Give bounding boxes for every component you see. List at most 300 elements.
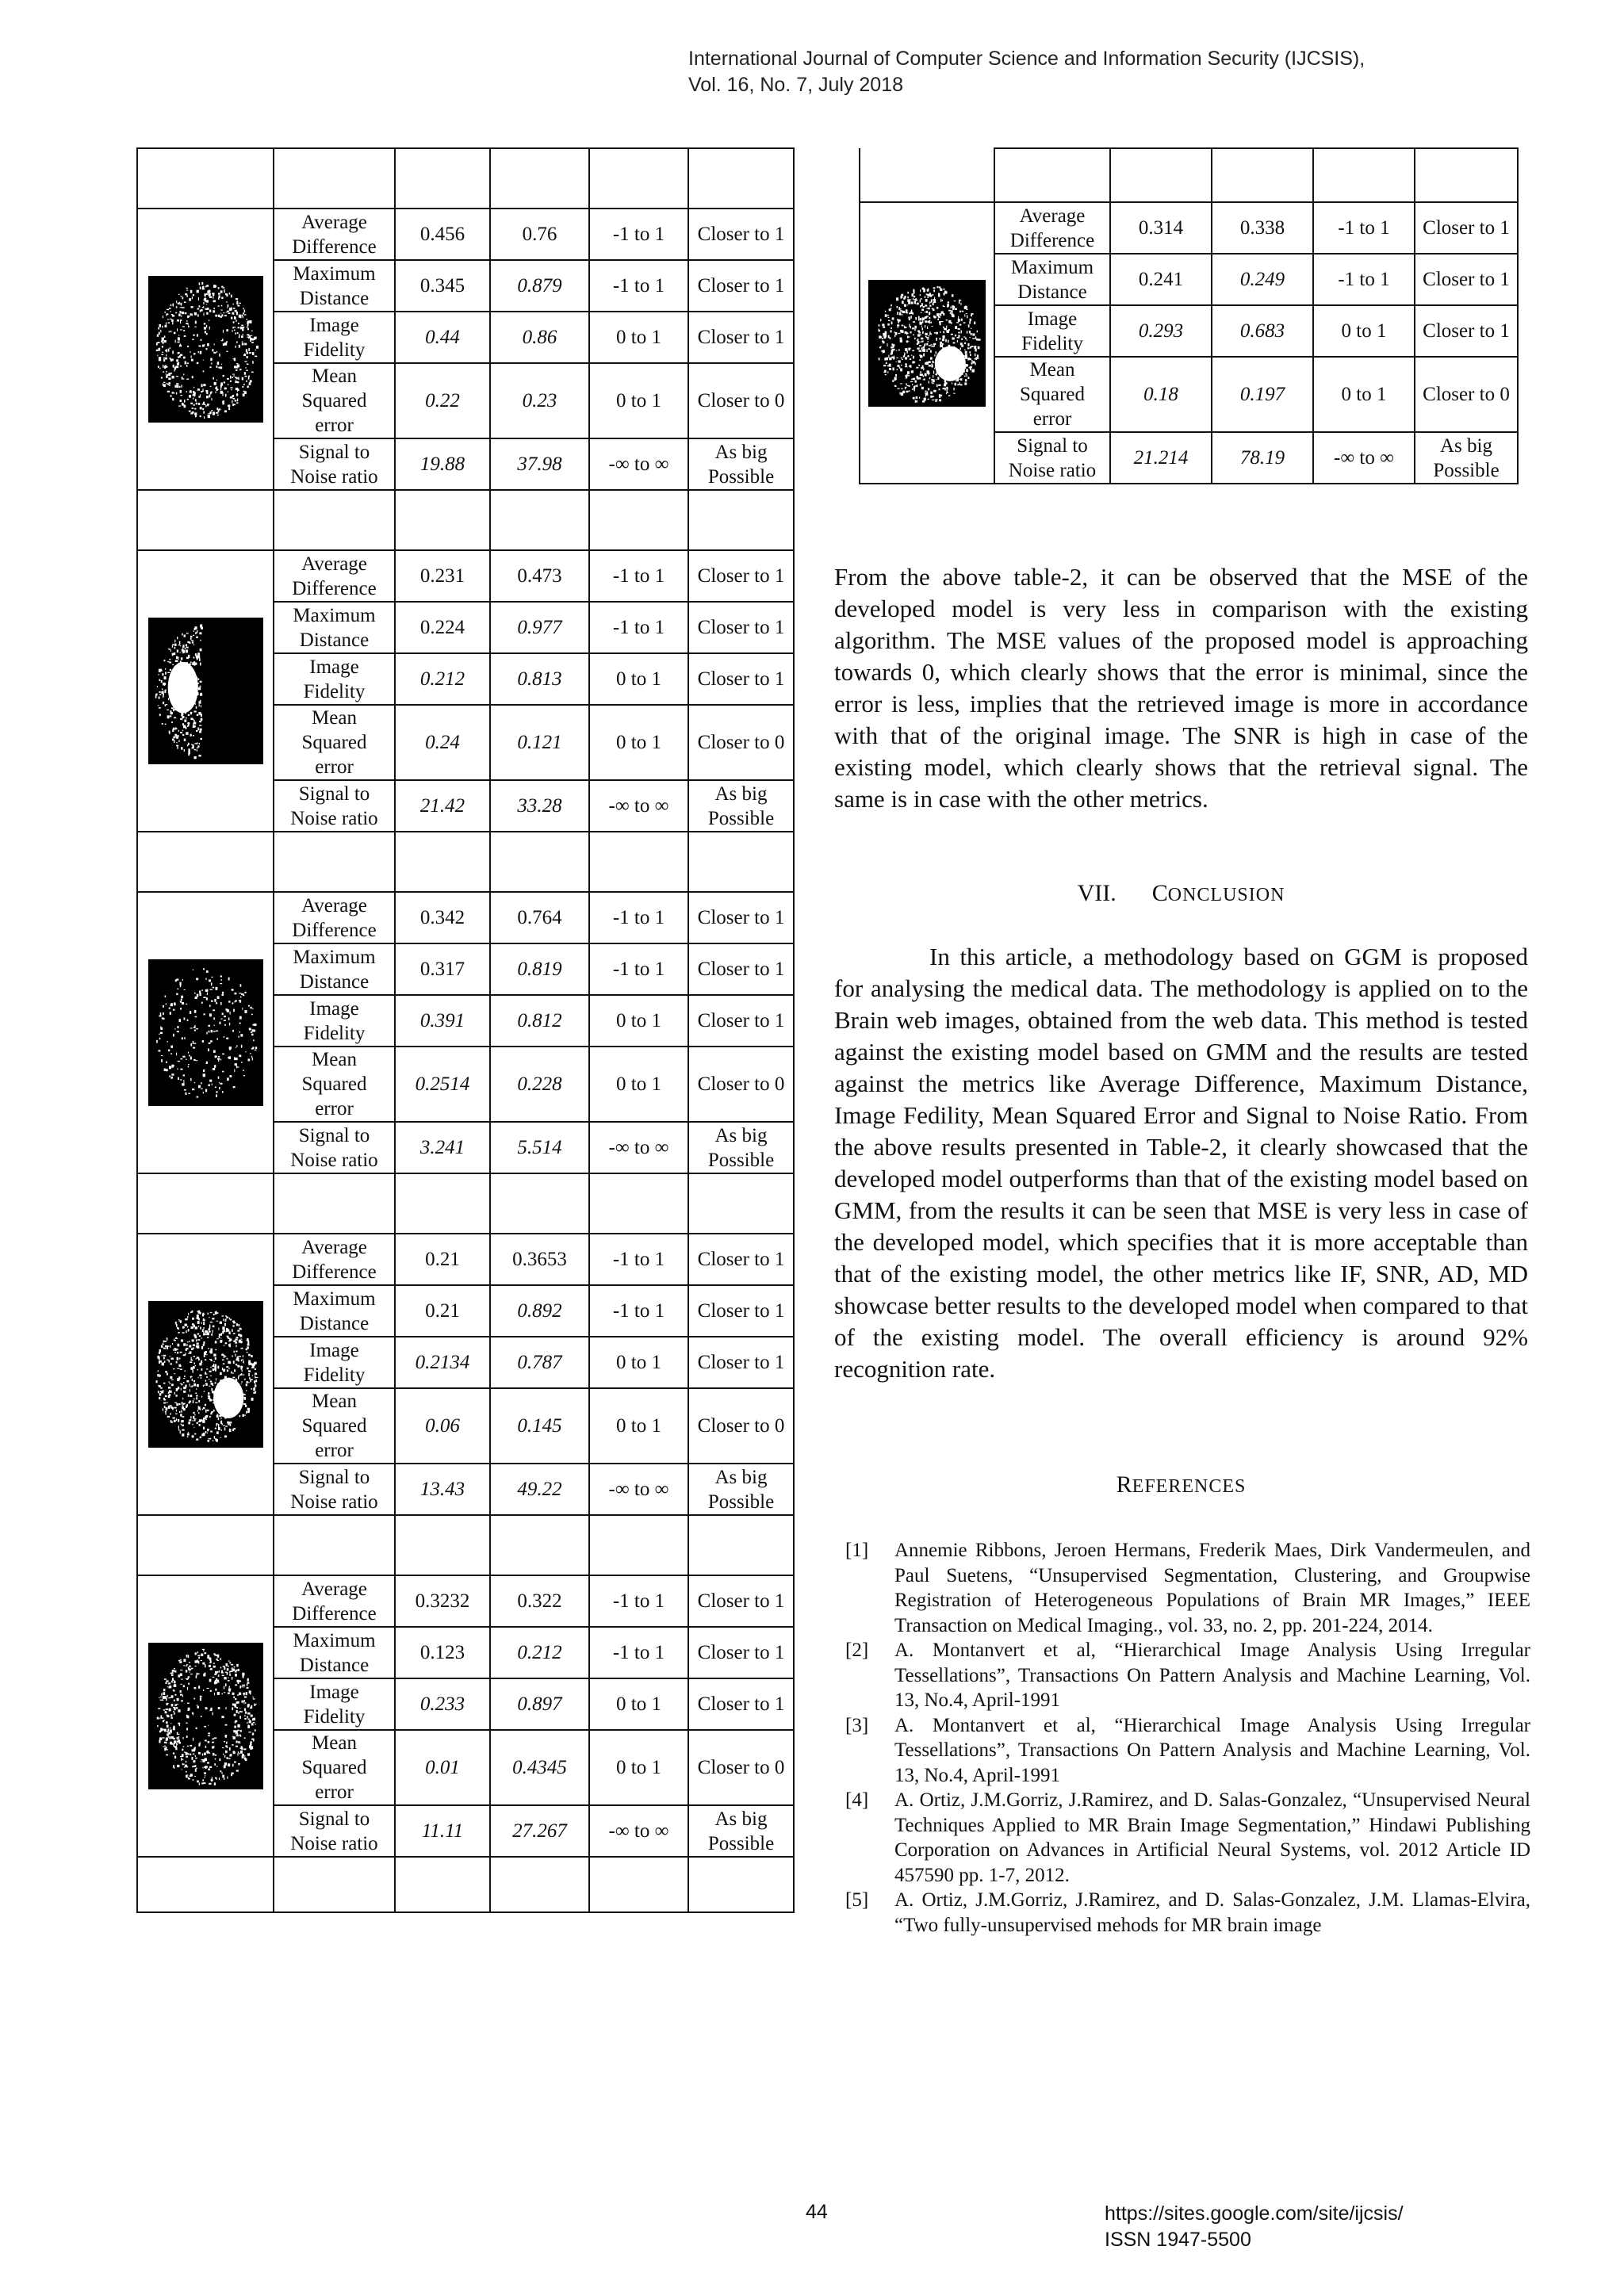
table-spacer-row [137,1173,794,1234]
metric-range: 0 to 1 [1313,305,1415,357]
empty-cell [589,148,688,209]
existing-value: 0.2514 [395,1047,490,1122]
empty-cell [137,1857,274,1912]
metric-label [274,653,395,705]
empty-cell [395,148,490,209]
reference-text: A. Ortiz, J.M.Gorriz, J.Ramirez, and D. Salas-Gonzalez, “Unsupervised Neural Techniques Applied to MR Brain Image Segmentation,” Hindawi Publishing Corporation on Advances in Artificial Neural Systems, vol. 2012 Article ID 457590 pp. 1-7, 2012. [894,1789,1530,1886]
proposed-value: 0.228 [490,1047,589,1122]
ideal-value: Closer to 0 [688,705,794,780]
existing-value: 0.2134 [395,1337,490,1388]
existing-value: 0.21 [395,1285,490,1337]
label-line: Average [301,553,367,575]
label-line: Fidelity [303,339,366,361]
conclusion-heading [834,880,1528,907]
empty-cell [688,832,794,892]
metric-label [274,780,395,832]
label-line: Image [309,1339,359,1361]
metric-label [274,705,395,780]
table-row [137,550,794,602]
metric-label [274,1678,395,1730]
proposed-value: 0.787 [490,1337,589,1388]
metric-label [274,438,395,490]
ideal-value [688,1464,794,1515]
metric-label [274,1234,395,1285]
references-title-rest: EFERENCES [1132,1476,1247,1497]
existing-value: 0.241 [1110,254,1212,305]
empty-cell [395,1515,490,1575]
existing-value: 0.231 [395,550,490,602]
label-line: Possible [707,1832,775,1854]
reference-item [841,1713,1530,1789]
metric-label [994,305,1110,357]
metric-label [994,254,1110,305]
proposed-value: 0.892 [490,1285,589,1337]
metric-range: 0 to 1 [589,1678,688,1730]
label-line: Signal to [1017,434,1088,457]
metric-label [274,1464,395,1515]
discussion-paragraph: From the above table-2, it can be observed that the MSE of the developed model is very less in comparison with the existing algorithm. The MSE values of the proposed model is approaching towards 0, which clearly shows that the error is minimal, since the error is less, implies that the retrieved image is more in accordance with that of the original image. The SNR is high in case of the existing model, which clearly shows that the retrieval signal. The same is in case with the other metrics. [834,563,1528,813]
reference-text: A. Ortiz, J.M.Gorriz, J.Ramirez, and D. Salas-Gonzalez, J.M. Llamas-Elvira, “Two fully-unsupervised mehods for MR brain image [894,1889,1530,1936]
label-line: As big [714,1124,768,1146]
label-line: Distance [299,629,370,651]
proposed-value: 0.86 [490,312,589,363]
ideal-value: Closer to 0 [688,1388,794,1464]
metric-label [274,550,395,602]
proposed-value: 78.19 [1212,432,1313,484]
empty-cell [137,1173,274,1234]
empty-cell [688,1173,794,1234]
proposed-value: 0.23 [490,363,589,438]
empty-cell [994,148,1110,202]
label-line: Average [301,1236,367,1258]
label-line: Squared [301,1757,367,1778]
proposed-value: 0.764 [490,892,589,943]
proposed-value: 0.897 [490,1678,589,1730]
footer-url: https://sites.google.com/site/ijcsis/ [1105,2202,1404,2225]
label-line: Signal to [298,1466,370,1488]
brain-mri-image [148,276,263,423]
proposed-value: 0.977 [490,602,589,653]
existing-value: 0.342 [395,892,490,943]
metric-range: -∞ to ∞ [589,438,688,490]
label-line: Average [1019,205,1086,227]
conclusion-title-initial: C [1151,880,1168,906]
existing-value: 0.3232 [395,1575,490,1627]
existing-value: 0.06 [395,1388,490,1464]
proposed-value: 0.212 [490,1627,589,1678]
metric-range: 0 to 1 [589,1388,688,1464]
label-line: error [315,1781,354,1803]
label-line: Possible [707,465,775,488]
proposed-value: 0.879 [490,260,589,312]
metric-range: -∞ to ∞ [589,780,688,832]
metric-label [274,1122,395,1173]
label-line: As big [714,783,768,805]
table-row [137,1575,794,1627]
empty-cell [395,1857,490,1912]
empty-cell [274,148,395,209]
metric-range: -1 to 1 [589,209,688,260]
label-line: Possible [707,807,775,829]
journal-header-line1: International Journal of Computer Science and Information Security (IJCSIS), [688,48,1365,70]
reference-number: [3] [845,1714,869,1736]
ideal-value: Closer to 1 [688,260,794,312]
ideal-value: Closer to 1 [1415,305,1518,357]
empty-cell [274,1515,395,1575]
empty-cell [688,490,794,550]
label-line: Noise ratio [290,1832,378,1854]
label-line: Distance [299,1312,370,1334]
metric-range: -1 to 1 [589,892,688,943]
empty-cell [589,1857,688,1912]
label-line: Distance [299,287,370,309]
label-line: Mean [312,365,357,387]
label-line: As big [714,1466,768,1488]
ideal-value [688,1122,794,1173]
brain-mri-image [148,959,263,1106]
metric-range: 0 to 1 [589,653,688,705]
proposed-value: 37.98 [490,438,589,490]
label-line: Fidelity [303,680,366,702]
metric-range: 0 to 1 [589,312,688,363]
ideal-value: Closer to 1 [688,1678,794,1730]
existing-value: 0.391 [395,995,490,1047]
empty-cell [395,1173,490,1234]
proposed-value: 0.121 [490,705,589,780]
label-line: Mean [312,1049,357,1070]
label-line: Average [301,211,367,233]
metric-label [274,943,395,995]
table-spacer-row [137,490,794,550]
reference-item [841,1638,1530,1713]
metric-label [274,1047,395,1122]
metric-range: -1 to 1 [589,1575,688,1627]
metric-range: -1 to 1 [589,1627,688,1678]
proposed-value: 0.76 [490,209,589,260]
image-cell [137,1234,274,1515]
brain-mri-image [148,618,263,764]
ideal-value [688,780,794,832]
empty-cell [274,1857,395,1912]
metric-range: -1 to 1 [589,943,688,995]
metric-range: -1 to 1 [589,260,688,312]
existing-value: 13.43 [395,1464,490,1515]
label-line: Maximum [1010,256,1094,278]
existing-value: 21.42 [395,780,490,832]
image-cell [137,550,274,832]
existing-value: 0.317 [395,943,490,995]
label-line: Mean [312,707,357,729]
existing-value: 0.456 [395,209,490,260]
ideal-value: Closer to 1 [688,1575,794,1627]
existing-value: 11.11 [395,1805,490,1857]
image-cell [137,209,274,490]
label-line: Mean [312,1732,357,1754]
label-line: As big [714,441,768,463]
label-line: Image [309,997,359,1020]
proposed-value: 0.813 [490,653,589,705]
label-line: error [315,1440,354,1461]
empty-cell [490,1857,589,1912]
label-line: Maximum [293,946,376,968]
existing-value: 0.123 [395,1627,490,1678]
image-cell [137,892,274,1173]
proposed-value: 0.683 [1212,305,1313,357]
empty-cell [274,1173,395,1234]
proposed-value: 0.812 [490,995,589,1047]
existing-value: 0.18 [1110,357,1212,432]
existing-value: 0.44 [395,312,490,363]
metric-range: 0 to 1 [589,1047,688,1122]
ideal-value: Closer to 1 [1415,254,1518,305]
proposed-value: 5.514 [490,1122,589,1173]
proposed-value: 0.197 [1212,357,1313,432]
label-line: Maximum [293,604,376,626]
empty-cell [1212,148,1313,202]
metric-label [274,1337,395,1388]
ideal-value [688,438,794,490]
image-cell [860,202,994,484]
footer-issn: ISSN 1947-5500 [1105,2229,1251,2251]
metrics-table-left [136,147,795,1913]
label-line: Difference [292,1261,377,1283]
metric-label [274,1627,395,1678]
label-line: Average [301,894,367,916]
journal-header-line2: Vol. 16, No. 7, July 2018 [688,74,904,96]
label-line: Image [309,1681,359,1703]
metric-range: 0 to 1 [589,995,688,1047]
ideal-value [1415,432,1518,484]
reference-item [841,1538,1530,1638]
proposed-value: 0.819 [490,943,589,995]
proposed-value: 0.145 [490,1388,589,1464]
proposed-value: 0.322 [490,1575,589,1627]
empty-cell [137,832,274,892]
label-line: Difference [292,1602,377,1624]
ideal-value: Closer to 1 [688,892,794,943]
empty-cell [274,832,395,892]
references-title-initial: R [1116,1471,1132,1498]
metric-label [274,1285,395,1337]
conclusion-number: VII. [1077,880,1116,906]
label-line: Image [309,314,359,336]
label-line: Difference [292,919,377,941]
conclusion-paragraph: In this article, a methodology based on GGM is proposed for analysing the medical data. The methodology is applied on to the Brain web images, obtained from the web data. This method is tested against the existing model based on GMM and the results are tested against the metrics like Average Difference, Maximum Distance, Image Fedility, Mean Squared Error and Signal to Noise Ratio. From the above results presented in Table-2, it clearly showcased that the developed model outperforms than that of the existing model based on GMM, from the results it can be seen that MSE is very less in case of the developed model, which specifies that it is more acceptable than that of the existing model, the other metrics like IF, SNR, AD, MD showcase better results to the developed model when compared to that of the existing model. The overall efficiency is around 92% recognition rate. [834,943,1528,1383]
proposed-value: 27.267 [490,1805,589,1857]
table-spacer-row [137,148,794,209]
metric-range: 0 to 1 [589,363,688,438]
table-row [860,202,1518,254]
brain-mri-image [868,280,986,407]
footer-info [1105,2201,1404,2253]
label-line: Signal to [298,1124,370,1146]
existing-value: 0.224 [395,602,490,653]
metric-label [274,892,395,943]
ideal-value: Closer to 1 [688,602,794,653]
existing-value: 0.22 [395,363,490,438]
image-cell [137,1575,274,1857]
label-line: Noise ratio [290,807,378,829]
existing-value: 0.21 [395,1234,490,1285]
metric-range: -1 to 1 [589,1234,688,1285]
reference-number: [1] [845,1540,869,1561]
proposed-value: 0.249 [1212,254,1313,305]
label-line: Mean [312,1391,357,1412]
ideal-value: Closer to 1 [688,995,794,1047]
ideal-value: Closer to 1 [688,1285,794,1337]
metric-label [274,1805,395,1857]
ideal-value: Closer to 1 [688,943,794,995]
existing-value: 0.233 [395,1678,490,1730]
metric-label [274,1388,395,1464]
proposed-value: 33.28 [490,780,589,832]
label-line: Noise ratio [290,1149,378,1171]
existing-value: 0.01 [395,1730,490,1805]
metric-label [274,363,395,438]
empty-cell [1313,148,1415,202]
label-line: Fidelity [303,1022,366,1044]
label-line: Fidelity [303,1364,366,1386]
existing-value: 0.293 [1110,305,1212,357]
label-line: Fidelity [1021,332,1083,354]
metric-range: -1 to 1 [589,1285,688,1337]
metric-label [274,995,395,1047]
table-spacer-row [137,1857,794,1912]
metric-label [274,1575,395,1627]
journal-header [688,46,1365,98]
brain-mri-image [148,1643,263,1789]
ideal-value: Closer to 1 [688,550,794,602]
empty-cell [860,148,994,202]
metric-label [274,209,395,260]
label-line: Possible [1433,459,1500,481]
proposed-value: 0.3653 [490,1234,589,1285]
empty-cell [137,148,274,209]
metric-label [274,602,395,653]
brain-mri-image [148,1301,263,1448]
metric-label [274,312,395,363]
existing-value: 3.241 [395,1122,490,1173]
empty-cell [589,1515,688,1575]
label-line: Fidelity [303,1705,366,1728]
reference-number: [4] [845,1789,869,1811]
metric-range: 0 to 1 [1313,357,1415,432]
label-line: Squared [301,1073,367,1095]
existing-value: 0.24 [395,705,490,780]
ideal-value [688,1805,794,1857]
label-line: As big [714,1808,768,1830]
existing-value: 0.314 [1110,202,1212,254]
metric-label [274,1730,395,1805]
metric-label [994,202,1110,254]
label-line: Possible [707,1490,775,1513]
proposed-value: 49.22 [490,1464,589,1515]
empty-cell [274,490,395,550]
empty-cell [137,1515,274,1575]
label-line: Squared [301,390,367,411]
existing-value: 19.88 [395,438,490,490]
label-line: Maximum [293,1629,376,1651]
ideal-value: Closer to 1 [688,1627,794,1678]
existing-value: 0.345 [395,260,490,312]
empty-cell [490,1515,589,1575]
empty-cell [688,1857,794,1912]
label-line: Image [309,656,359,678]
label-line: Squared [1020,384,1085,405]
empty-cell [688,148,794,209]
table-spacer-row [137,832,794,892]
label-line: Image [1027,308,1078,330]
metric-range: -∞ to ∞ [589,1805,688,1857]
empty-cell [1415,148,1518,202]
label-line: error [1032,408,1072,430]
page-number: 44 [806,2201,828,2223]
metric-range: 0 to 1 [589,1730,688,1805]
label-line: Distance [1017,281,1087,303]
empty-cell [688,1515,794,1575]
ideal-value: Closer to 0 [688,1047,794,1122]
empty-cell [1110,148,1212,202]
label-line: error [315,1098,354,1119]
reference-number: [2] [845,1640,869,1661]
label-line: Average [301,1578,367,1600]
metric-range: -1 to 1 [589,550,688,602]
metric-label [274,260,395,312]
ideal-value: Closer to 0 [688,363,794,438]
empty-cell [490,148,589,209]
empty-cell [589,490,688,550]
label-line: Signal to [298,1808,370,1830]
table-row [137,209,794,260]
label-line: Signal to [298,783,370,805]
metric-range: -∞ to ∞ [1313,432,1415,484]
ideal-value: Closer to 1 [688,1337,794,1388]
label-line: error [315,756,354,778]
label-line: Squared [301,1415,367,1437]
ideal-value: Closer to 0 [688,1730,794,1805]
reference-item [841,1788,1530,1888]
table-row [137,1234,794,1285]
table-spacer-row [137,1515,794,1575]
metric-range: 0 to 1 [589,1337,688,1388]
metric-label [994,357,1110,432]
label-line: Maximum [293,262,376,285]
empty-cell [137,490,274,550]
reference-text: Annemie Ribbons, Jeroen Hermans, Frederik Maes, Dirk Vandermeulen, and Paul Suetens, “Unsupervised Segmentation, Clustering, and Groupwise Registration of Heterogeneous Populations of Brain MR Images,” IEEE Transaction on Medical Imaging., vol. 33, no. 2, pp. 201-224, 2014. [894,1540,1530,1636]
conclusion-title-rest: ONCLUSION [1167,885,1285,905]
reference-text: A. Montanvert et al, “Hierarchical Image Analysis Using Irregular Tessellations”, Transactions On Pattern Analysis and Machine Learning, Vol. 13, No.4, April-1991 [894,1640,1530,1711]
label-line: Squared [301,732,367,753]
label-line: Signal to [298,441,370,463]
empty-cell [395,832,490,892]
ideal-value: Closer to 1 [688,312,794,363]
ideal-value: Closer to 1 [688,1234,794,1285]
metric-range: -1 to 1 [589,602,688,653]
reference-text: A. Montanvert et al, “Hierarchical Image Analysis Using Irregular Tessellations”, Transactions On Pattern Analysis and Machine Learning, Vol. 13, No.4, April-1991 [894,1714,1530,1786]
label-line: Noise ratio [290,465,378,488]
label-line: As big [1440,434,1492,457]
empty-cell [395,490,490,550]
references-heading [834,1471,1528,1498]
empty-cell [589,1173,688,1234]
empty-cell [490,490,589,550]
label-line: Distance [299,970,370,993]
reference-number: [5] [845,1889,869,1911]
references-list [841,1538,1530,1938]
table-row [137,892,794,943]
empty-cell [490,1173,589,1234]
proposed-value: 0.338 [1212,202,1313,254]
